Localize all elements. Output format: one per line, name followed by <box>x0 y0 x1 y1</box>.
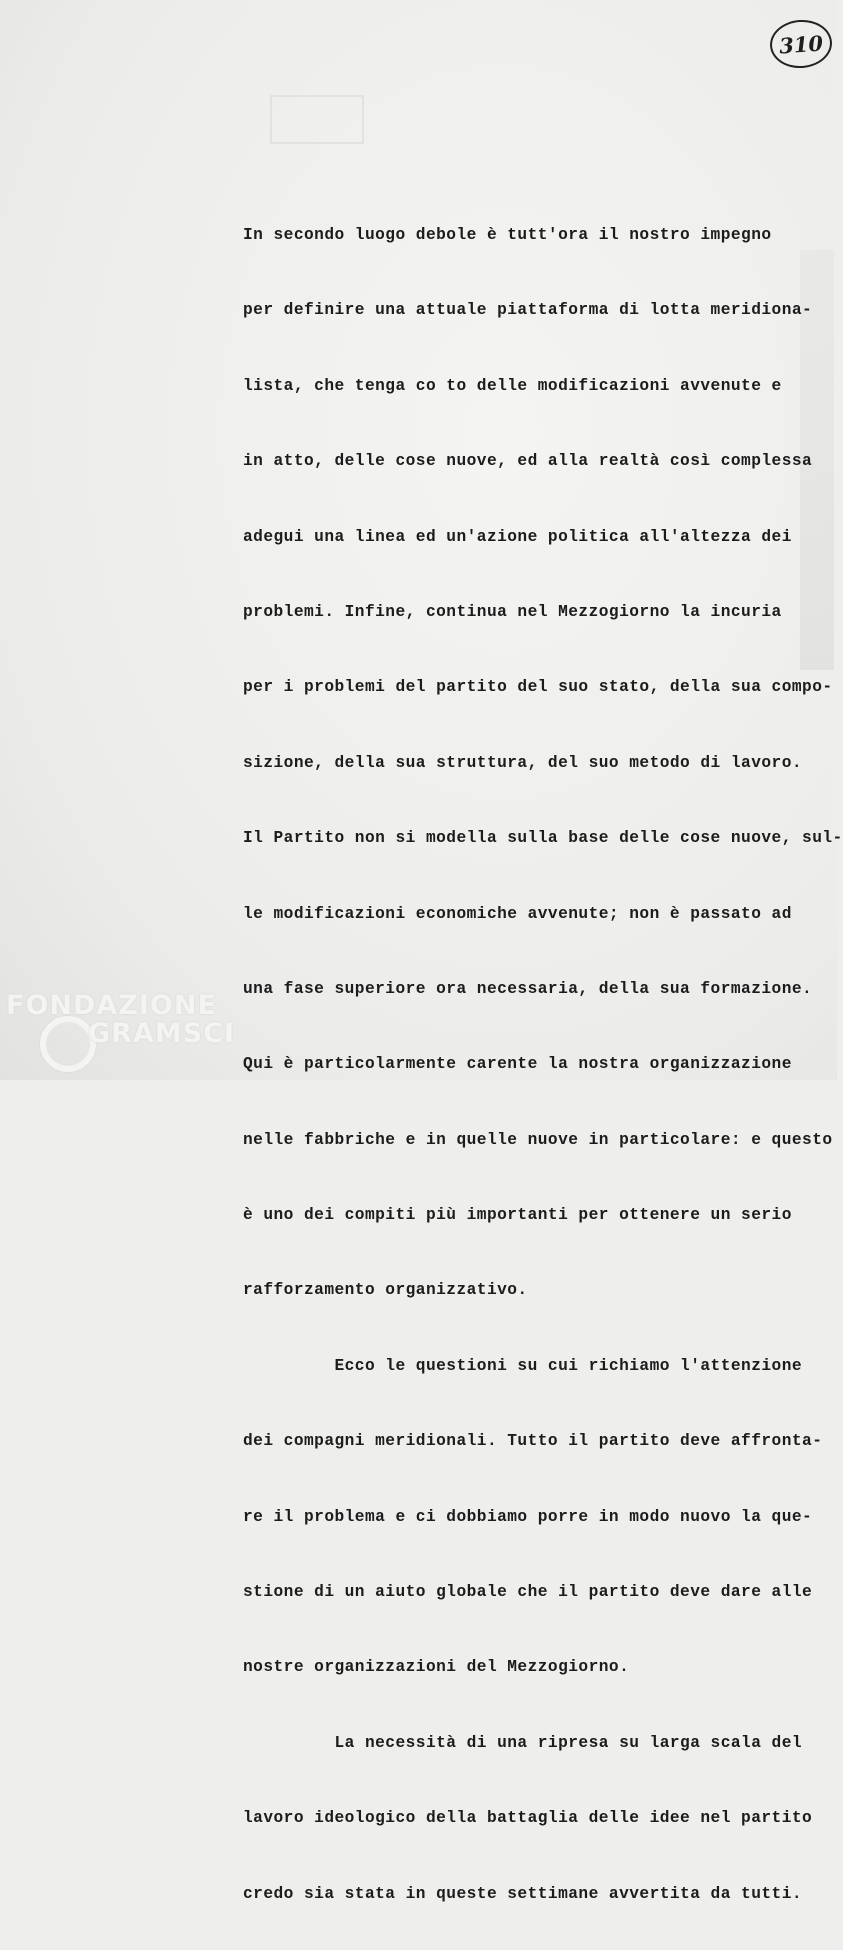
text-line: sizione, della sua struttura, del suo metodo di lavoro. <box>243 753 803 772</box>
page-number-circled: 310 <box>768 18 833 70</box>
archive-watermark <box>0 990 236 1080</box>
text-line: è uno dei compiti più importanti per ottenere un serio <box>243 1206 792 1225</box>
text-line: stione di un aiuto globale che il partito deve dare alle <box>243 1583 813 1602</box>
text-line: problemi. Infine, continua nel Mezzogiorno la incuria <box>243 602 782 621</box>
text-line: lavoro ideologico della battaglia delle idee nel partito <box>243 1809 813 1828</box>
text-line: Qui è particolarmente carente la nostra organizzazione <box>243 1055 792 1074</box>
text-line: rafforzamento organizzativo. <box>243 1281 528 1300</box>
text-line: re il problema e ci dobbiamo porre in modo nuovo la que- <box>243 1507 813 1526</box>
text-line: per i problemi del partito del suo stato, della sua compo- <box>243 678 833 697</box>
text-line: In secondo luogo debole è tutt'ora il nostro impegno <box>243 226 772 244</box>
text-line: La necessità di una ripresa su larga scala del <box>243 1733 803 1752</box>
watermark-line-2: GRAMSCI <box>88 1018 236 1049</box>
text-line: credo sia stata in queste settimane avvertita da tutti. <box>243 1884 803 1903</box>
text-line: nostre organizzazioni del Mezzogiorno. <box>243 1658 630 1677</box>
watermark-line-1: FONDAZIONE <box>6 990 217 1021</box>
text-line: una fase superiore ora necessaria, della sua formazione. <box>243 979 813 998</box>
text-line: adegui una linea ed un'azione politica all'altezza dei <box>243 527 792 546</box>
text-line: lista, che tenga co to delle modificazioni avvenute e <box>243 376 782 395</box>
text-line: in atto, delle cose nuove, ed alla realtà così complessa <box>243 452 813 471</box>
text-line: nelle fabbriche e in quelle nuove in particolare: e questo <box>243 1130 833 1149</box>
text-line: per definire una attuale piattaforma di lotta meridiona- <box>243 301 813 320</box>
typed-text-body <box>243 180 843 1950</box>
bleed-through-mark <box>270 95 364 144</box>
text-line: dei compagni meridionali. Tutto il partito deve affronta- <box>243 1432 823 1451</box>
text-line: Il Partito non si modella sulla base delle cose nuove, sul- <box>243 829 843 848</box>
text-line: le modificazioni economiche avvenute; non è passato ad <box>243 904 792 923</box>
text-line: Ecco le questioni su cui richiamo l'attenzione <box>243 1356 803 1375</box>
